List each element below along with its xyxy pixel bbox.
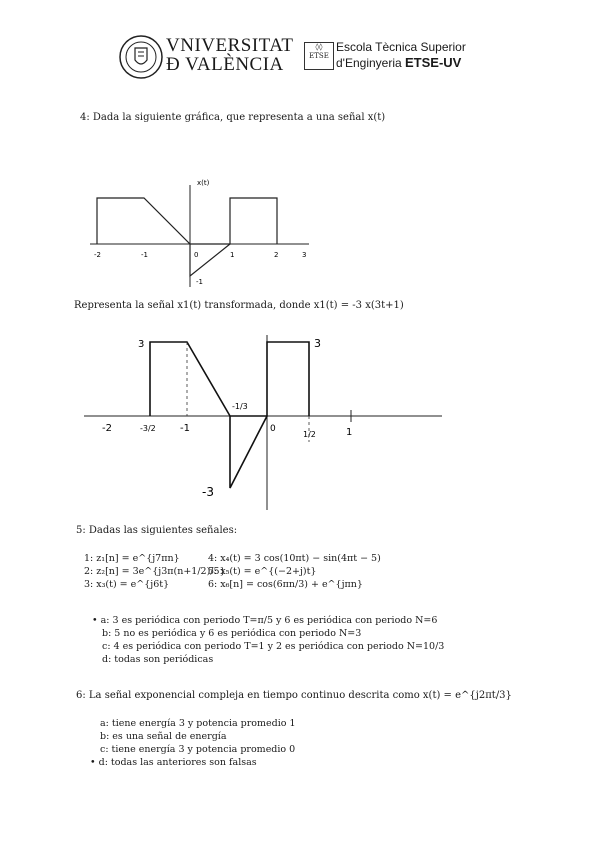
signal-item: 3: x₃(t) = e^{j6t}	[84, 579, 170, 590]
left-peak-label: 3	[138, 339, 145, 350]
signal-item: 5: x₅(t) = e^{(−2+j)t}	[208, 566, 317, 577]
signal-graph-x	[84, 175, 324, 290]
tick-label: -3/2	[140, 424, 156, 433]
question-5-prompt: 5: Dadas las siguientes señales:	[76, 525, 238, 536]
min-label: -3	[202, 485, 214, 499]
tick-label: 0	[270, 424, 276, 434]
university-header	[118, 34, 466, 86]
tick-label: -2	[102, 423, 112, 434]
tick-label: 1	[230, 251, 235, 259]
selected-bullet-icon: •	[90, 757, 99, 768]
signal-item: 1: z₁[n] = e^{j7πn}	[84, 553, 180, 564]
question-6-options	[90, 717, 296, 769]
signal-curve-lower	[230, 416, 267, 488]
selected-bullet-icon: •	[92, 615, 101, 626]
graph1-ylabel: x(t)	[197, 179, 210, 187]
signal-item: 2: z₂[n] = 3e^{j3π(n+1/2)/5}	[84, 566, 226, 577]
school-emblem-icon: ◊◊ ETSE	[304, 42, 334, 70]
signals-left-list	[84, 552, 226, 591]
signals-right-list	[208, 552, 381, 591]
option-c[interactable]: c: 4 es periódica con periodo T=1 y 2 es periódica con periodo N=10/3	[102, 641, 445, 652]
question-5-options	[92, 614, 444, 666]
tick-label: -1	[141, 251, 148, 259]
signal-item: 4: x₄(t) = 3 cos(10πt) − sin(4πt − 5)	[208, 553, 381, 564]
signal-graph-x1	[84, 330, 444, 515]
signal-curve-upper	[150, 342, 309, 416]
tick-label: 1/2	[303, 430, 316, 439]
option-d[interactable]: d: todas son periódicas	[102, 654, 214, 665]
option-d[interactable]: • d: todas las anteriores son falsas	[90, 757, 257, 768]
zero-crossing-label: -1/3	[232, 402, 248, 411]
tick-label: -2	[94, 251, 101, 259]
question-4-instruction: Representa la señal x1(t) transformada, donde x1(t) = -3 x(3t+1)	[74, 300, 404, 311]
signal-curve-upper	[97, 198, 277, 244]
university-name: VNIVERSITAT Đ VALÈNCIA	[166, 35, 294, 75]
university-seal-icon	[118, 34, 164, 80]
signal-curve-lower	[190, 244, 230, 276]
tick-label: 0	[194, 251, 199, 259]
question-6-prompt: 6: La señal exponencial compleja en tiempo continuo descrita como x(t) = e^{j2πt/3}	[76, 690, 512, 701]
question-4-prompt: 4: Dada la siguiente gráfica, que representa a una señal x(t)	[80, 112, 386, 123]
option-c[interactable]: c: tiene energía 3 y potencia promedio 0	[100, 744, 296, 755]
min-label: -1	[196, 278, 203, 286]
signal-item: 6: x₆[n] = cos(6πn/3) + e^{jπn}	[208, 579, 363, 590]
tick-label: -1	[180, 423, 190, 434]
tick-label: 3	[302, 251, 307, 259]
school-name: Escola Tècnica Superior d'Enginyeria ETSE-UV	[336, 40, 466, 70]
right-peak-label: 3	[314, 337, 321, 350]
option-a[interactable]: • a: 3 es periódica con periodo T=π/5 y 6 es periódica con periodo N=6	[92, 615, 438, 626]
option-b[interactable]: b: 5 no es periódica y 6 es periódica con periodo N=3	[102, 628, 362, 639]
option-b[interactable]: b: es una señal de energía	[100, 731, 227, 742]
option-a[interactable]: a: tiene energía 3 y potencia promedio 1	[100, 718, 296, 729]
tick-label: 1	[346, 427, 353, 438]
tick-label: 2	[274, 251, 279, 259]
